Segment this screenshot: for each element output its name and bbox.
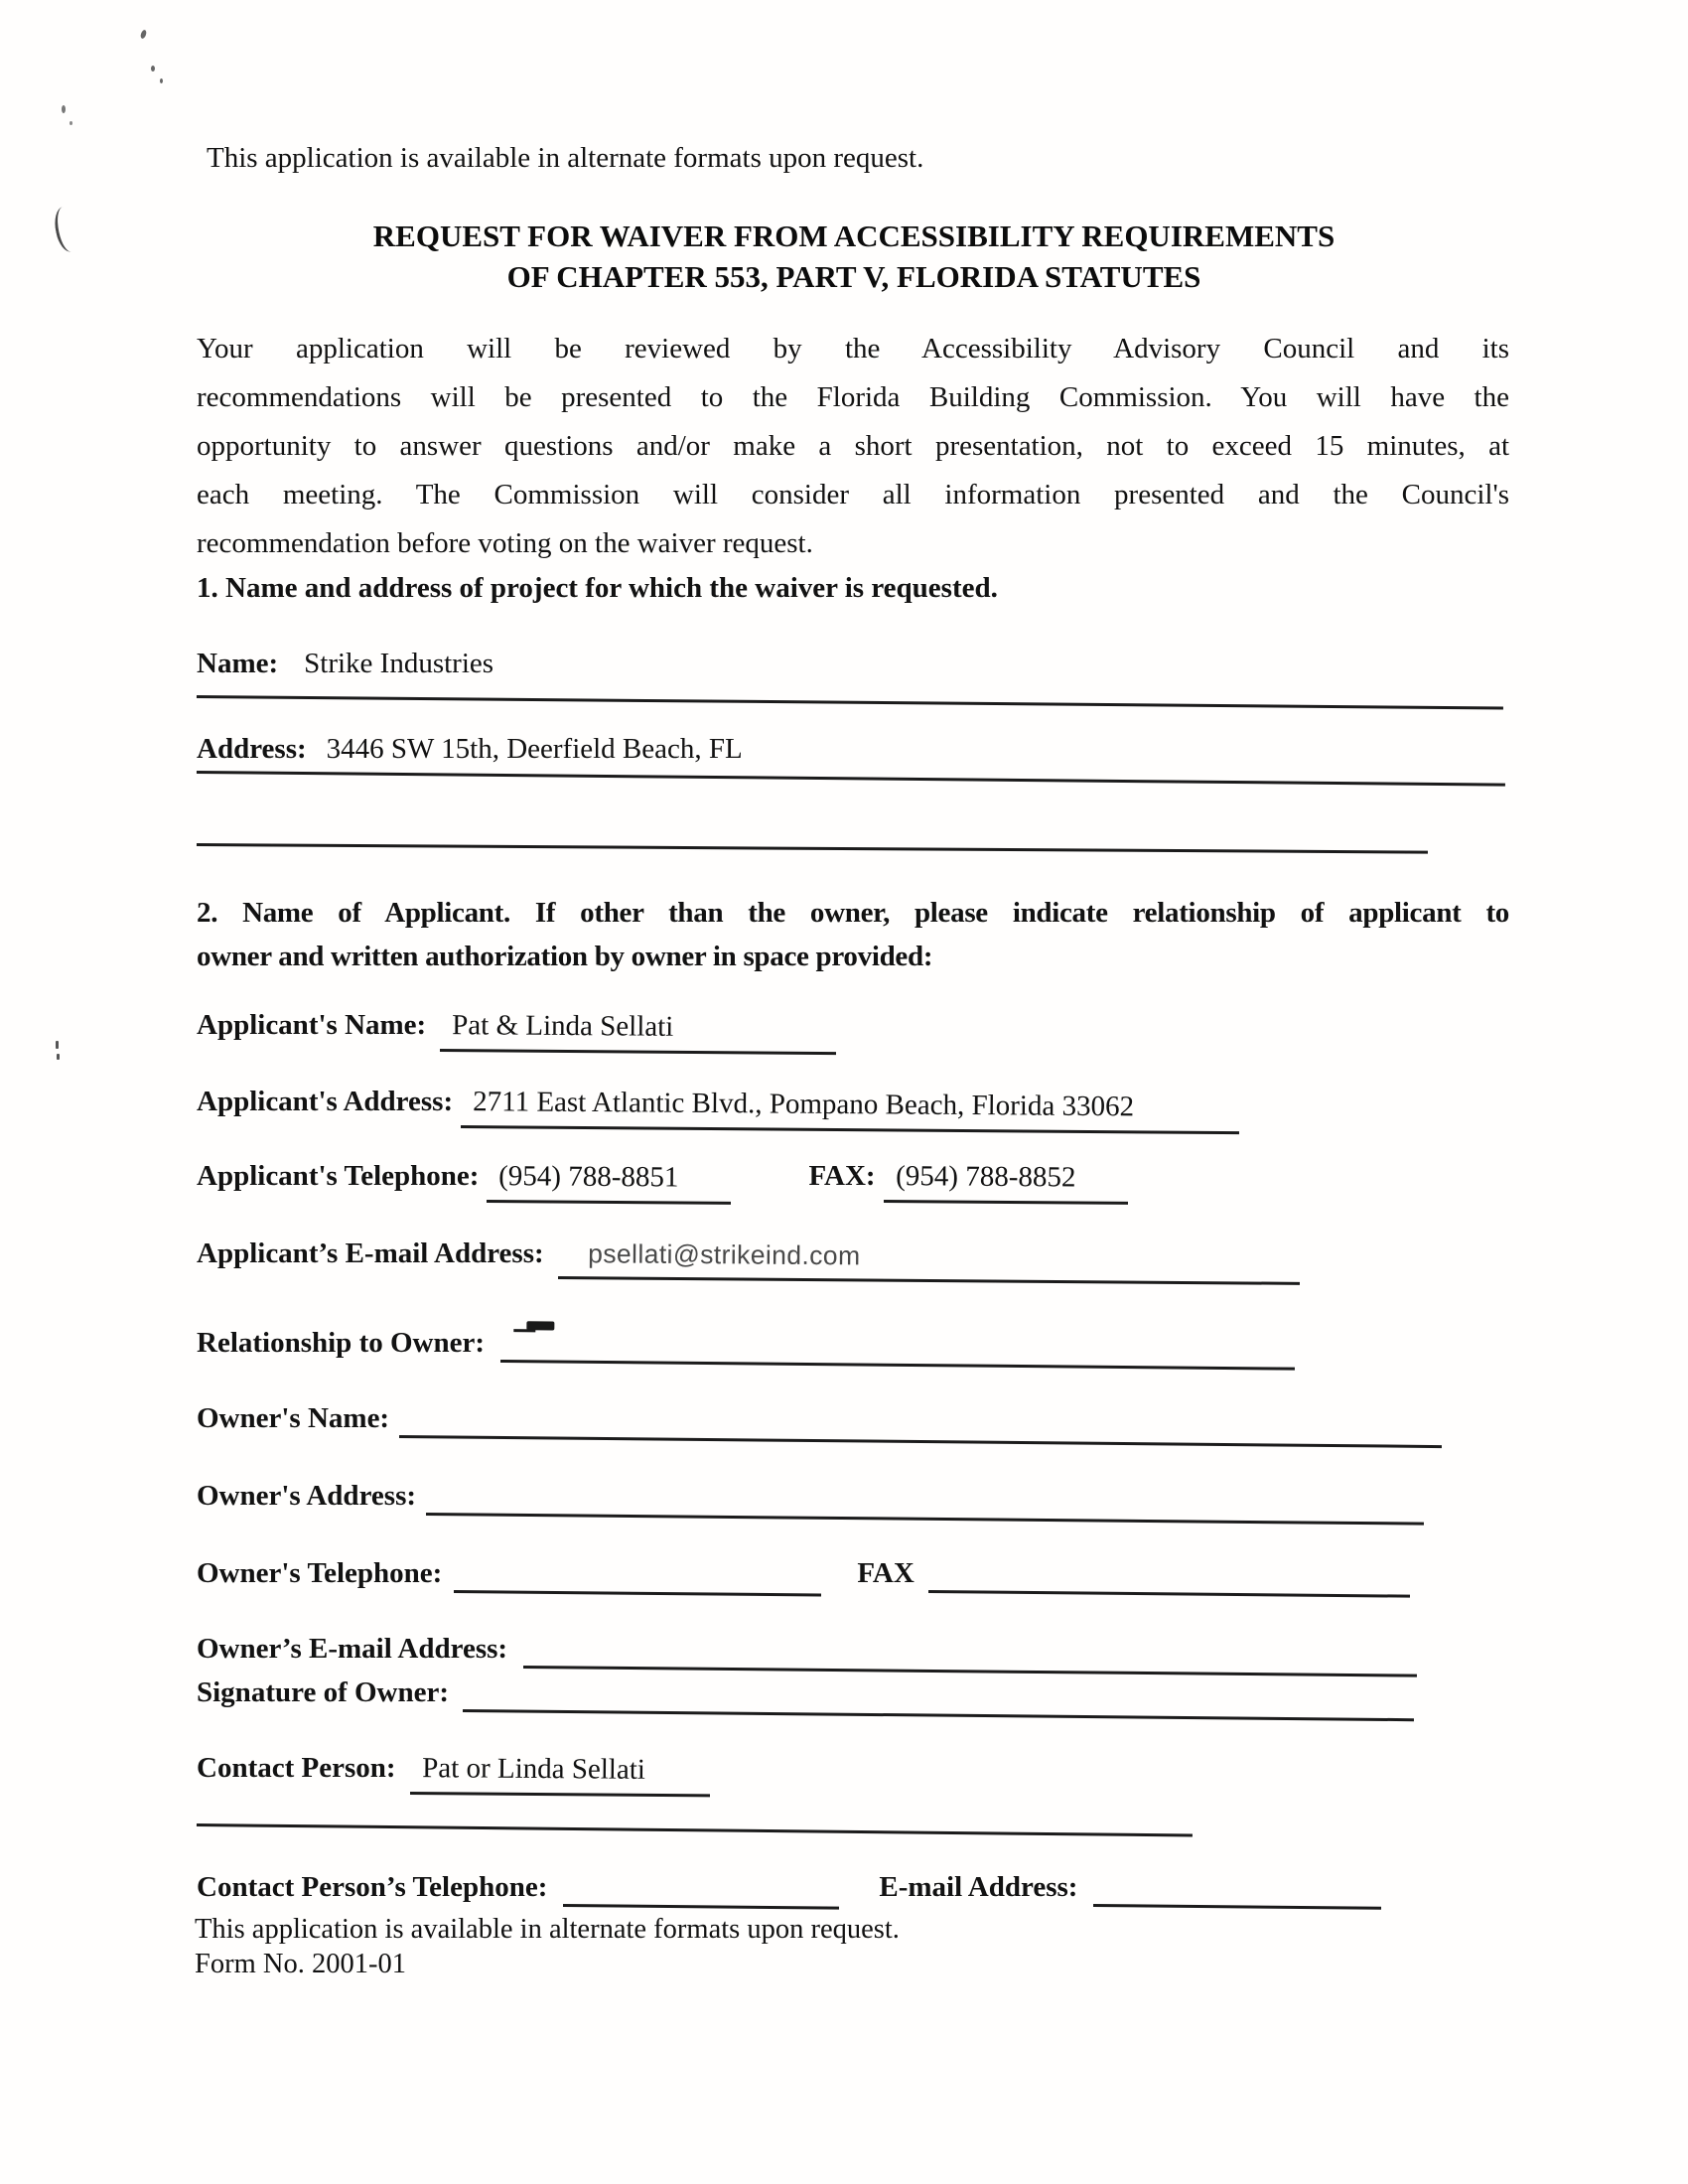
scan-artifact <box>151 66 155 72</box>
scan-artifact <box>140 29 148 39</box>
owner-address-blank <box>426 1483 1424 1526</box>
contact-telephone-label: Contact Person’s Telephone: <box>197 1871 548 1903</box>
project-name-row <box>197 648 1511 680</box>
applicant-address-value: 2711 East Atlantic Blvd., Pompano Beach, Florida 33062 <box>461 1086 1239 1134</box>
applicant-address-label: Applicant's Address: <box>197 1086 454 1117</box>
owner-name-label: Owner's Name: <box>197 1402 390 1434</box>
top-alternate-formats-note: This application is available in alternate formats upon request. <box>207 142 924 174</box>
intro-line: recommendations will be presented to the Florida Building Commission. You will have the <box>197 381 1509 413</box>
project-address-label: Address: <box>197 733 307 765</box>
owner-name-blank <box>399 1405 1442 1448</box>
owner-address-label: Owner's Address: <box>197 1480 417 1512</box>
owner-fax-label: FAX <box>857 1557 914 1589</box>
applicant-name-value: Pat & Linda Sellati <box>440 1009 836 1055</box>
pen-mark-artifact <box>526 1321 554 1330</box>
project-address-row <box>197 733 1511 766</box>
intro-line: each meeting. The Commission will consider all information presented and the Council's <box>197 479 1509 510</box>
project-name-label: Name: <box>197 648 279 679</box>
owner-telephone-blank <box>454 1560 821 1597</box>
scan-artifact <box>56 1041 59 1049</box>
contact-telephone-blank <box>563 1874 839 1910</box>
applicant-telephone-value: (954) 788-8851 <box>487 1160 731 1205</box>
contact-telephone-row <box>197 1871 1511 1907</box>
form-title-line1: REQUEST FOR WAIVER FROM ACCESSIBILITY REQUIREMENTS <box>372 218 1336 253</box>
scan-artifact <box>160 78 163 83</box>
section2-heading <box>197 891 1509 978</box>
project-address-value: 3446 SW 15th, Deerfield Beach, FL <box>326 733 743 765</box>
contact-email-label: E-mail Address: <box>879 1871 1078 1903</box>
applicant-email-value: psellati@strikeind.com <box>558 1238 1300 1285</box>
relationship-label: Relationship to Owner: <box>197 1327 485 1359</box>
intro-line: Your application will be reviewed by the Accessibility Advisory Council and its <box>197 333 1509 364</box>
applicant-fax-value: (954) 788-8852 <box>884 1160 1128 1205</box>
scan-artifact <box>70 121 72 125</box>
applicant-name-row <box>197 1009 1511 1052</box>
contact-person-row <box>197 1752 1511 1795</box>
applicant-telephone-row <box>197 1160 1511 1203</box>
intro-line: opportunity to answer questions and/or make a short presentation, not to exceed 15 minutes, at <box>197 430 1509 462</box>
owner-telephone-row <box>197 1557 1511 1593</box>
applicant-email-label: Applicant’s E-mail Address: <box>197 1238 544 1269</box>
owner-address-row <box>197 1480 1511 1516</box>
applicant-name-label: Applicant's Name: <box>197 1009 427 1041</box>
blank-line <box>197 1823 1193 1837</box>
scan-artifact <box>62 105 66 113</box>
applicant-telephone-label: Applicant's Telephone: <box>197 1160 480 1192</box>
owner-telephone-label: Owner's Telephone: <box>197 1557 443 1589</box>
applicant-email-row <box>197 1238 1511 1279</box>
signature-blank <box>463 1679 1414 1721</box>
owner-name-row <box>197 1402 1511 1438</box>
owner-fax-blank <box>928 1560 1410 1598</box>
form-number: Form No. 2001-01 <box>195 1949 406 1979</box>
scan-artifact <box>57 1054 60 1060</box>
project-address-underline <box>197 771 1505 787</box>
contact-person-value: Pat or Linda Sellati <box>410 1752 710 1797</box>
form-title-line2: OF CHAPTER 553, PART V, FLORIDA STATUTES <box>506 259 1201 294</box>
scan-artifact-paren <box>51 205 80 253</box>
owner-email-label: Owner’s E-mail Address: <box>197 1633 508 1665</box>
applicant-fax-label: FAX: <box>808 1160 876 1192</box>
applicant-address-row <box>197 1086 1511 1128</box>
owner-email-row <box>197 1633 1511 1669</box>
contact-email-blank <box>1093 1874 1381 1910</box>
relationship-blank <box>500 1330 1295 1371</box>
blank-line <box>197 843 1428 854</box>
signature-label: Signature of Owner: <box>197 1676 450 1708</box>
intro-paragraph <box>197 325 1509 568</box>
relationship-row <box>197 1327 1511 1363</box>
project-name-value: Strike Industries <box>304 648 494 679</box>
owner-email-blank <box>523 1636 1417 1677</box>
section1-heading: 1. Name and address of project for which the waiver is requested. <box>197 572 998 604</box>
section2-heading-line1: 2. Name of Applicant. If other than the owner, please indicate relationship of applicant to <box>197 897 1509 929</box>
signature-row <box>197 1676 1511 1712</box>
footer-alternate-formats-note: This application is available in alternate formats upon request. <box>195 1914 900 1945</box>
contact-person-label: Contact Person: <box>197 1752 396 1784</box>
section2-heading-line2: owner and written authorization by owner in space provided: <box>197 941 933 972</box>
project-name-underline <box>197 695 1503 709</box>
intro-line: recommendation before voting on the waiver request. <box>197 527 813 559</box>
